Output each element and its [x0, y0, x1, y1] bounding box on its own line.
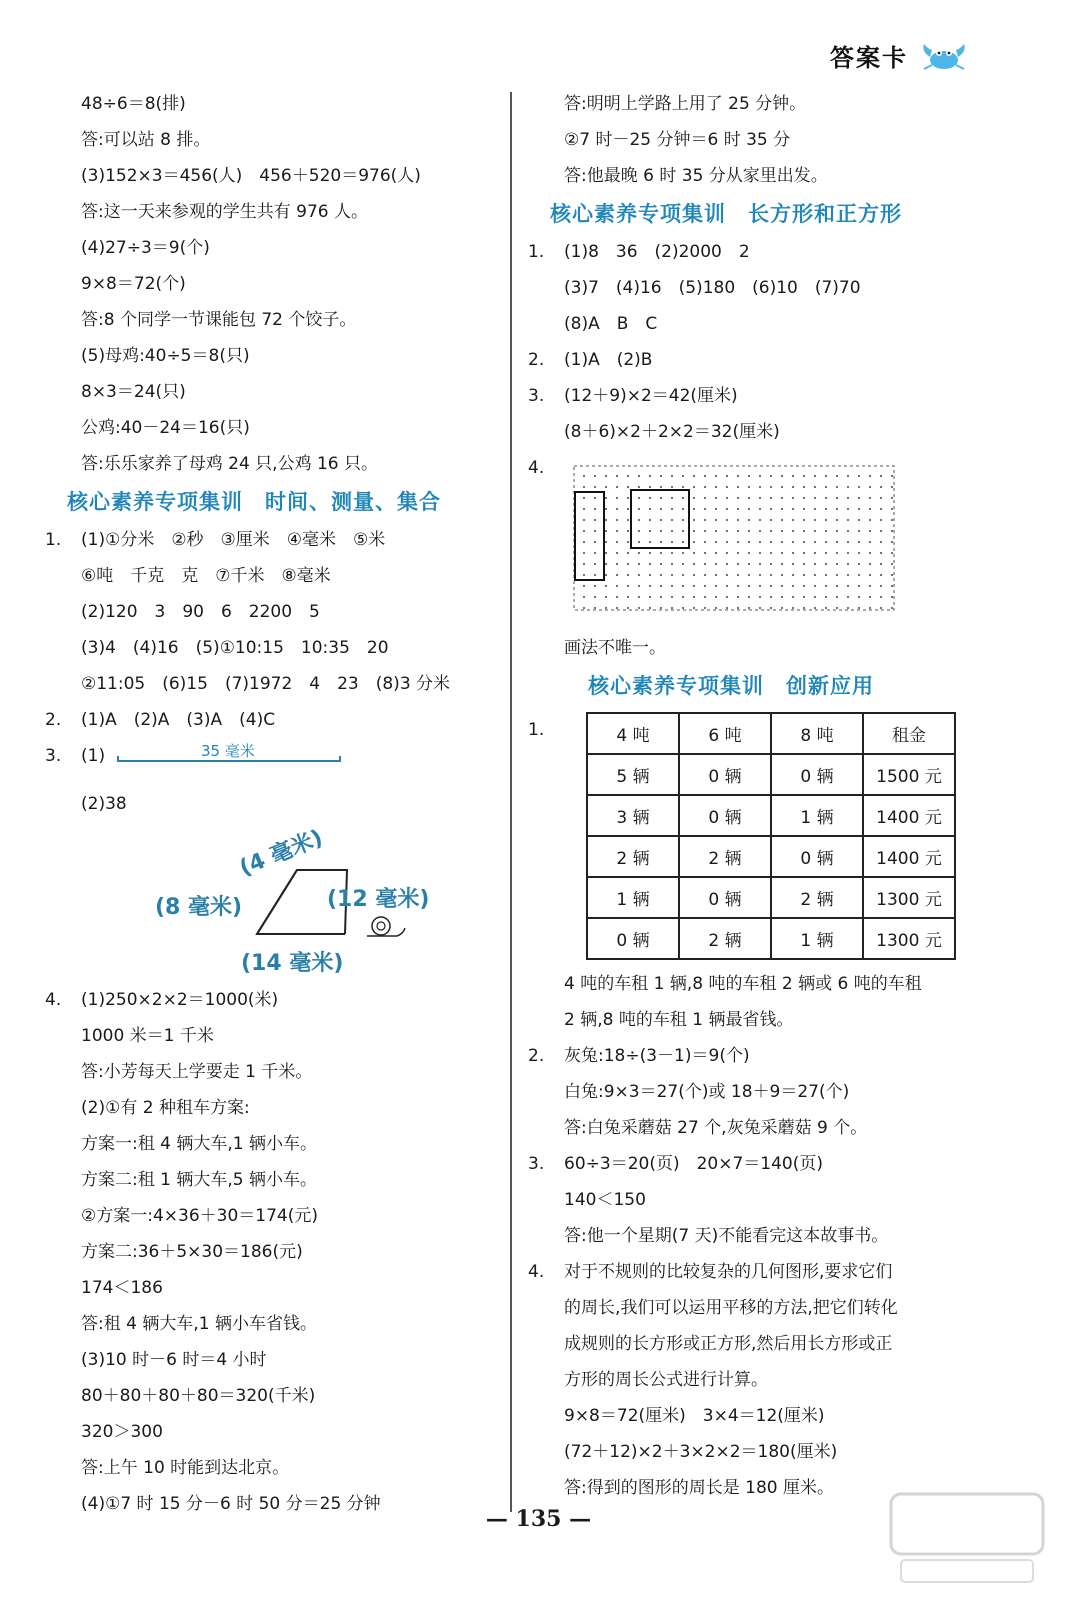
- table-row: [587, 795, 955, 836]
- question-1: [528, 234, 988, 270]
- answer-line: (1)250×2×2＝1000(米): [81, 990, 279, 1010]
- rental-table: [586, 712, 956, 960]
- answer-line: 140＜150: [564, 1190, 646, 1210]
- answer-line: 成规则的长方形或正方形,然后用长方形或正: [564, 1334, 893, 1354]
- table-cell: 1 辆: [587, 877, 679, 918]
- answer-line: 9×8＝72(个): [81, 274, 186, 294]
- answer-line: 1000 米＝1 千米: [81, 1026, 214, 1046]
- table-cell: 1400 元: [863, 795, 955, 836]
- answer-line: 方案一:租 4 辆大车,1 辆小车。: [81, 1134, 317, 1154]
- question-number: 3.: [528, 386, 545, 406]
- answer-line: 答:他最晚 6 时 35 分从家里出发。: [564, 166, 828, 186]
- crab-icon: [916, 41, 972, 71]
- answer-line: (1): [81, 746, 106, 766]
- question-1-table-block: [528, 712, 988, 960]
- answer-line: (1)①分米 ②秒 ③厘米 ④毫米 ⑤米: [81, 530, 386, 550]
- answer-line: 答:小芳每天上学要走 1 千米。: [81, 1062, 313, 1082]
- answer-line: 答:这一天来参观的学生共有 976 人。: [81, 202, 368, 222]
- page-header: [830, 38, 972, 73]
- answer-line: (2)①有 2 种租车方案:: [81, 1098, 250, 1118]
- answer-line: ②方案一:4×36＋30＝174(元): [81, 1206, 319, 1226]
- answer-line: 2 辆,8 吨的车租 1 辆最省钱。: [564, 1010, 794, 1030]
- answer-line: (4)①7 时 15 分－6 时 50 分＝25 分钟: [81, 1494, 381, 1514]
- table-row: [587, 918, 955, 959]
- question-2: [528, 342, 988, 378]
- answer-line: 80＋80＋80＋80＝320(千米): [81, 1386, 316, 1406]
- right-pre-answers: [528, 86, 988, 194]
- answer-line: 白兔:9×3＝27(个)或 18＋9＝27(个): [564, 1082, 850, 1102]
- answer-line: 4 吨的车租 1 辆,8 吨的车租 2 辆或 6 吨的车租: [564, 974, 922, 994]
- answer-line: 答:上午 10 时能到达北京。: [81, 1458, 290, 1478]
- answer-line: ⑥吨 千克 克 ⑦千米 ⑧毫米: [81, 566, 331, 586]
- answer-line: (8＋6)×2＋2×2＝32(厘米): [564, 422, 780, 442]
- answer-line: 48÷6＝8(排): [81, 94, 186, 114]
- answer-line: (5)母鸡:40÷5＝8(只): [81, 346, 250, 366]
- triangle-right-label: (12 毫米): [327, 887, 430, 912]
- question-3: [528, 378, 988, 414]
- question-4-lines: [45, 1018, 505, 1522]
- question-number: 1.: [528, 242, 545, 262]
- answer-line: (3)4 (4)16 (5)①10:15 10:35 20: [81, 638, 389, 658]
- triangle-figure: [45, 822, 505, 982]
- answer-line: (72＋12)×2＋3×2×2＝180(厘米): [564, 1442, 838, 1462]
- ruler-length-label: 35 毫米: [201, 742, 255, 760]
- answer-line: (3)152×3＝456(人) 456＋520＝976(人): [81, 166, 421, 186]
- question-number: 1.: [528, 720, 545, 740]
- answer-line: 公鸡:40－24＝16(只): [81, 418, 250, 438]
- answer-line: 320＞300: [81, 1422, 163, 1442]
- answer-line: 答:明明上学路上用了 25 分钟。: [564, 94, 807, 114]
- answer-line: 灰兔:18÷(3－1)＝9(个): [564, 1046, 750, 1066]
- answer-line: (8)A B C: [564, 314, 658, 334]
- answer-line: 答:8 个同学一节课能包 72 个饺子。: [81, 310, 357, 330]
- question-number: 2.: [528, 1046, 545, 1066]
- answer-line: 答:乐乐家养了母鸡 24 只,公鸡 16 只。: [81, 454, 379, 474]
- table-header-cell: 4 吨: [587, 713, 679, 754]
- question-number: 3.: [45, 746, 62, 766]
- question-number: 1.: [45, 530, 62, 550]
- answer-line: 对于不规则的比较复杂的几何图形,要求它们: [564, 1262, 893, 1282]
- table-header-cell: 6 吨: [679, 713, 771, 754]
- dot-grid-drawing: [572, 464, 898, 614]
- triangle-left-label: (8 毫米): [155, 895, 243, 920]
- question-3-ruler: [45, 738, 505, 786]
- table-cell: 0 辆: [771, 836, 863, 877]
- table-cell: 3 辆: [587, 795, 679, 836]
- table-cell: 2 辆: [771, 877, 863, 918]
- table-cell: 0 辆: [679, 754, 771, 795]
- question-4: [45, 982, 505, 1018]
- table-cell: 2 辆: [679, 918, 771, 959]
- answer-line: (1)A (2)B: [564, 350, 653, 370]
- snail-icon: [367, 917, 405, 936]
- question-3: [528, 1146, 988, 1182]
- question-4: [528, 1254, 988, 1290]
- question-1: [45, 522, 505, 558]
- answer-line: 画法不唯一。: [564, 638, 666, 658]
- answer-line: ②7 时－25 分钟＝6 时 35 分: [564, 130, 791, 150]
- answer-line: 9×8＝72(厘米) 3×4＝12(厘米): [564, 1406, 825, 1426]
- table-cell: 5 辆: [587, 754, 679, 795]
- table-cell: 1300 元: [863, 918, 955, 959]
- answer-line: 答:他一个星期(7 天)不能看完这本故事书。: [564, 1226, 889, 1246]
- answer-line: 答:白兔采蘑菇 27 个,灰兔采蘑菇 9 个。: [564, 1118, 868, 1138]
- answer-line: 8×3＝24(只): [81, 382, 186, 402]
- table-cell: 2 辆: [679, 836, 771, 877]
- answer-line: (3)7 (4)16 (5)180 (6)10 (7)70: [564, 278, 861, 298]
- answer-line: 答:租 4 辆大车,1 辆小车省钱。: [81, 1314, 317, 1334]
- triangle-top-label: (4 毫米): [236, 825, 327, 882]
- table-cell: 1 辆: [771, 918, 863, 959]
- left-pre-answers: [45, 86, 505, 482]
- answer-line: (2)38: [81, 794, 127, 814]
- table-row: [587, 754, 955, 795]
- answer-line: (3)10 时－6 时＝4 小时: [81, 1350, 267, 1370]
- table-cell: 2 辆: [587, 836, 679, 877]
- right-column: [528, 86, 988, 1506]
- header-title: 答案卡: [830, 44, 908, 72]
- answer-line: (1)8 36 (2)2000 2: [564, 242, 750, 262]
- answer-line: 答:可以站 8 排。: [81, 130, 211, 150]
- answer-line: (2)120 3 90 6 2200 5: [81, 602, 320, 622]
- answer-line: 174＜186: [81, 1278, 163, 1298]
- answer-line: (12＋9)×2＝42(厘米): [564, 386, 738, 406]
- section-title-rectangle-square: 核心素养专项集训 长方形和正方形: [550, 202, 902, 226]
- page-number: — 135 —: [485, 1506, 592, 1532]
- question-2: [45, 702, 505, 738]
- table-header-row: [587, 713, 955, 754]
- table-row: [587, 877, 955, 918]
- answer-line: 60÷3＝20(页) 20×7＝140(页): [564, 1154, 823, 1174]
- table-cell: 1400 元: [863, 836, 955, 877]
- section-title-innovation: 核心素养专项集训 创新应用: [588, 674, 874, 698]
- question-number: 4.: [45, 990, 62, 1010]
- question-number: 3.: [528, 1154, 545, 1174]
- question-2: [528, 1038, 988, 1074]
- table-header-cell: 8 吨: [771, 713, 863, 754]
- question-number: 2.: [45, 710, 62, 730]
- table-cell: 1300 元: [863, 877, 955, 918]
- table-row: [587, 836, 955, 877]
- watermark-logo: [887, 1490, 1047, 1590]
- question-number: 2.: [528, 350, 545, 370]
- answer-line: 的周长,我们可以运用平移的方法,把它们转化: [564, 1298, 898, 1318]
- table-header-cell: 租金: [863, 713, 955, 754]
- answer-line: ②11:05 (6)15 (7)1972 4 23 (8)3 分米: [81, 674, 451, 694]
- answer-line: (4)27÷3＝9(个): [81, 238, 210, 258]
- answer-line: (1)A (2)A (3)A (4)C: [81, 710, 276, 730]
- question-number: 4.: [528, 1262, 545, 1282]
- table-cell: 0 辆: [587, 918, 679, 959]
- answer-line: 答:得到的图形的周长是 180 厘米。: [564, 1478, 834, 1498]
- column-divider: [510, 92, 512, 1512]
- answer-line: 方形的周长公式进行计算。: [564, 1370, 768, 1390]
- table-cell: 1500 元: [863, 754, 955, 795]
- section-title-time-measure: 核心素养专项集训 时间、测量、集合: [67, 490, 441, 514]
- answer-line: 方案二:租 1 辆大车,5 辆小车。: [81, 1170, 317, 1190]
- table-cell: 0 辆: [771, 754, 863, 795]
- left-column: [45, 86, 505, 1522]
- question-number: 4.: [528, 458, 545, 478]
- table-cell: 0 辆: [679, 877, 771, 918]
- question-4-grid: [528, 450, 988, 630]
- triangle-bottom-label: (14 毫米): [241, 951, 344, 976]
- table-cell: 1 辆: [771, 795, 863, 836]
- table-cell: 0 辆: [679, 795, 771, 836]
- answer-line: 方案二:36＋5×30＝186(元): [81, 1242, 303, 1262]
